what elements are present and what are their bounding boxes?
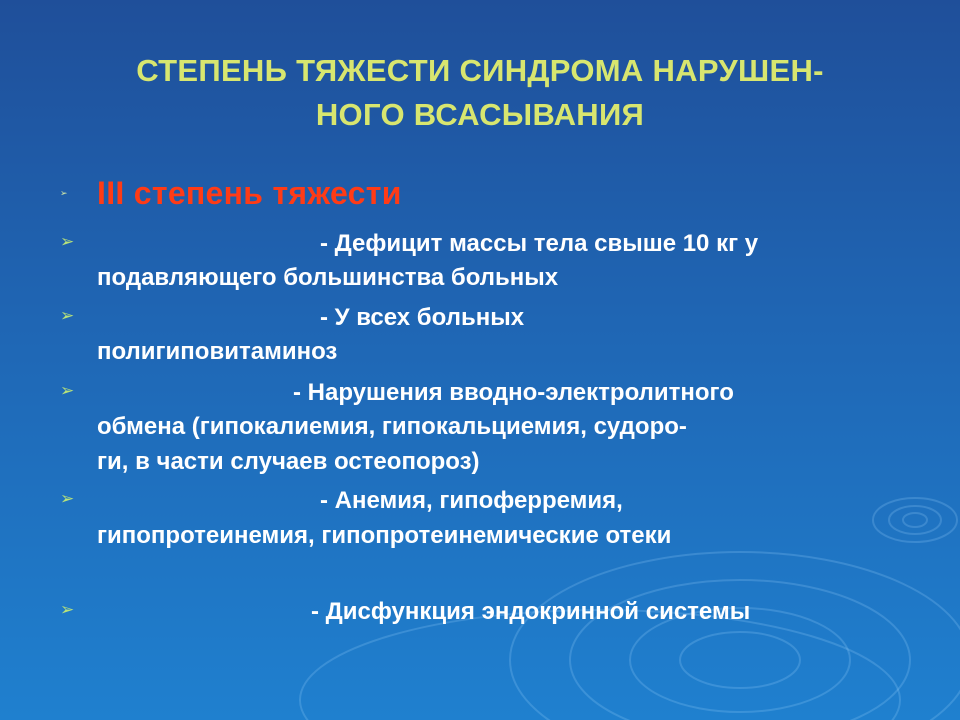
item-3-line-1: - Нарушения вводно-электролитного	[293, 379, 734, 406]
slide-title-line-2: НОГО ВСАСЫВАНИЯ	[315, 97, 645, 132]
arrow-bullet-icon: ➢	[60, 600, 75, 619]
item-1-line-2: подавляющего большинства больных	[97, 264, 559, 291]
item-2-line-1: - У всех больных	[320, 304, 525, 331]
item-4-line-2: гипопротеинемия, гипопротеинемические отеки	[97, 522, 672, 549]
item-3-line-3: ги, в части случаев остеопороз)	[97, 448, 480, 475]
arrow-bullet-icon: ➢	[60, 232, 75, 251]
item-1-line-1: - Дефицит массы тела свыше 10 кг у	[320, 230, 759, 257]
item-5-line-1: - Дисфункция эндокринной системы	[311, 598, 751, 625]
subtitle-bullet-icon: ➢	[60, 188, 68, 198]
arrow-bullet-icon: ➢	[60, 306, 75, 325]
arrow-bullet-icon: ➢	[60, 489, 75, 508]
item-2-line-2: полигиповитаминоз	[97, 338, 338, 365]
item-3-line-2: обмена (гипокалиемия, гипокальциемия, судоро-	[97, 413, 687, 440]
severity-subtitle: III степень тяжести	[97, 175, 402, 211]
arrow-bullet-icon: ➢	[60, 381, 75, 400]
item-4-line-1: - Анемия, гипоферремия,	[320, 487, 623, 514]
slide-title-line-1: СТЕПЕНЬ ТЯЖЕСТИ СИНДРОМА НАРУШЕН-	[136, 53, 824, 88]
